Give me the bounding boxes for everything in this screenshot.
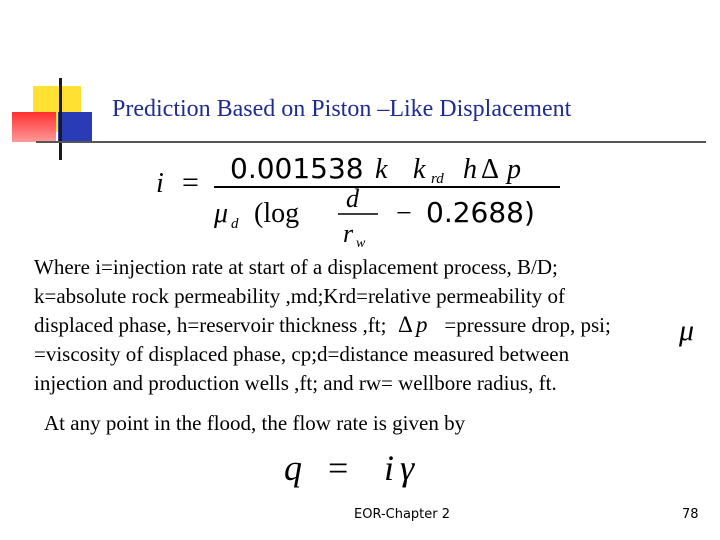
inline-mu-symbol <box>675 312 715 348</box>
eq-num-h: h <box>463 154 477 185</box>
eq-num-p: p <box>507 154 521 185</box>
definition-line-2: k=absolute rock permeability ,md;Krd=relative permeability of <box>34 284 566 308</box>
eq-num-coeff: 0.001538 <box>230 152 364 185</box>
eq-den-const: 0.2688) <box>426 196 535 229</box>
eq-num-k: k <box>375 154 388 185</box>
injection-rate-equation <box>150 150 570 250</box>
svg-text:p: p <box>416 312 428 337</box>
footer-chapter: EOR-Chapter 2 <box>354 507 451 522</box>
eq2-q: q <box>284 450 302 488</box>
definition-line-3 <box>34 311 611 340</box>
eq-den-r: r <box>343 219 354 248</box>
decor-red-square <box>12 112 56 142</box>
eq-lhs-i: i <box>156 168 164 199</box>
eq-equals: = <box>182 166 199 199</box>
definition-line-4: =viscosity of displaced phase, cp;d=distance measured between <box>34 342 570 366</box>
definition-line-3-part-a: displaced phase, h=reservoir thickness ,ft; <box>34 313 387 337</box>
flow-rate-statement: At any point in the flood, the flow rate is given by <box>44 411 466 435</box>
title-underline <box>36 141 706 143</box>
eq-den-mu: μ <box>214 198 229 229</box>
eq2-equals: = <box>328 450 349 488</box>
slide-title: Prediction Based on Piston –Like Displacement <box>112 96 572 122</box>
flow-rate-equation <box>280 450 440 494</box>
eq2-i: i <box>384 450 395 488</box>
eq-num-delta: Δ <box>481 154 500 185</box>
eq-den-mu-sub: d <box>231 216 239 232</box>
eq-den-log: (log <box>254 198 300 229</box>
eq-den-r-sub: w <box>356 236 366 250</box>
decor-vertical-line <box>59 78 62 160</box>
definition-line-5: injection and production wells ,ft; and rw= wellbore radius, ft. <box>34 371 557 395</box>
eq2-gamma: γ <box>400 450 415 488</box>
definition-line-1: Where i=injection rate at start of a displacement process, B/D; <box>34 255 558 279</box>
svg-text:Δ: Δ <box>398 312 414 337</box>
page-number: 78 <box>682 507 699 522</box>
definition-line-3-part-b: =pressure drop, psi; <box>444 313 611 337</box>
eq-num-krd-k: k <box>413 154 426 185</box>
decor-blue-square <box>58 112 92 142</box>
svg-text:μ: μ <box>679 314 695 347</box>
eq-num-krd-sub: rd <box>431 171 444 187</box>
eq-den-d: d <box>346 184 359 213</box>
eq-den-minus: − <box>396 198 412 229</box>
